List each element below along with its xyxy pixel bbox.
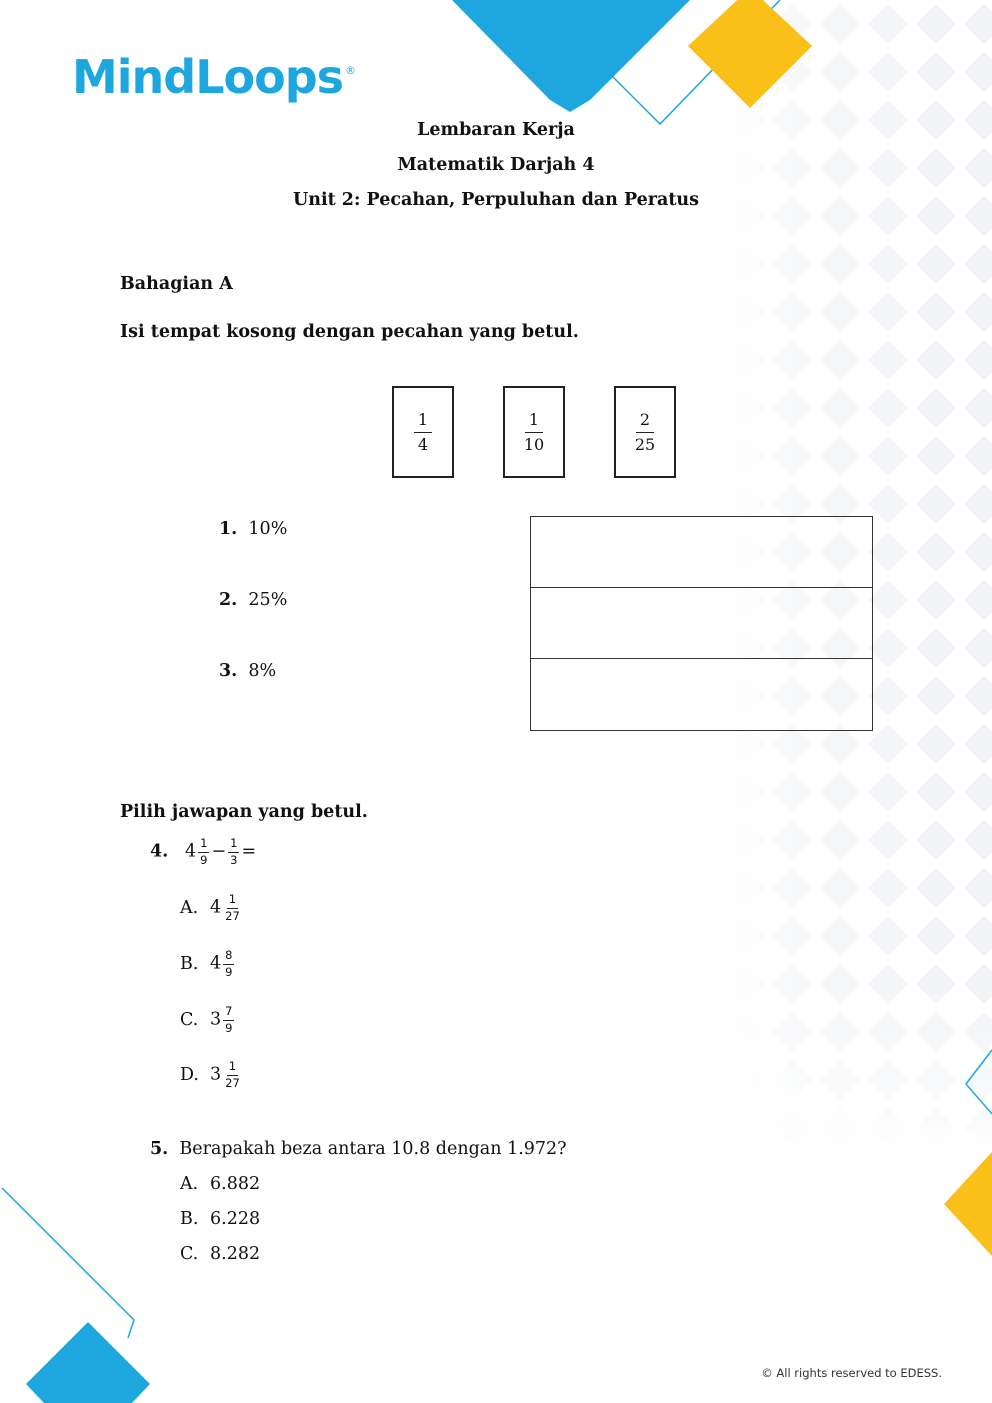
worksheet-unit: Unit 2: Pecahan, Perpuluhan dan Peratus [292,190,699,210]
answer-boxes [530,516,873,731]
mindloops-logo: MindLoops ® [72,50,356,104]
answer-box-1[interactable] [531,517,872,588]
fraction-card: $\frac{1}{4}$ [392,386,454,478]
section-a-title: Bahagian A [120,274,233,294]
q4-option-a[interactable]: A. 4 $\frac{1}{27}$ [180,892,240,923]
answer-box-2[interactable] [531,588,872,659]
q5-option-c[interactable]: C. 8.282 [180,1244,261,1264]
question-3: 3. 8% [219,661,277,681]
answer-box-3[interactable] [531,659,872,730]
copyright-notice: © All rights reserved to EDESS. [761,1366,942,1380]
section-b-instruction: Pilih jawapan yang betul. [120,802,368,822]
worksheet-title: Lembaran Kerja [417,120,575,140]
fraction-card: $\frac{2}{25}$ [614,386,676,478]
question-5: 5. Berapakah beza antara 10.8 dengan 1.972? [150,1139,567,1159]
question-4: 4. 4 $\frac{1}{9}$ − $\frac{1}{3}$ = [150,836,257,867]
worksheet-subject: Matematik Darjah 4 [397,155,595,175]
question-1: 1. 10% [219,519,288,539]
section-a-instruction: Isi tempat kosong dengan pecahan yang betul. [120,322,579,342]
question-2: 2. 25% [219,590,288,610]
q5-option-b[interactable]: B. 6.228 [180,1209,261,1229]
q4-option-d[interactable]: D. 3 $\frac{1}{27}$ [180,1059,240,1090]
q5-option-a[interactable]: A. 6.882 [180,1174,261,1194]
q4-option-b[interactable]: B. 4 $\frac{8}{9}$ [180,948,233,979]
fraction-card: $\frac{1}{10}$ [503,386,565,478]
q4-option-c[interactable]: C. 3 $\frac{7}{9}$ [180,1004,233,1035]
